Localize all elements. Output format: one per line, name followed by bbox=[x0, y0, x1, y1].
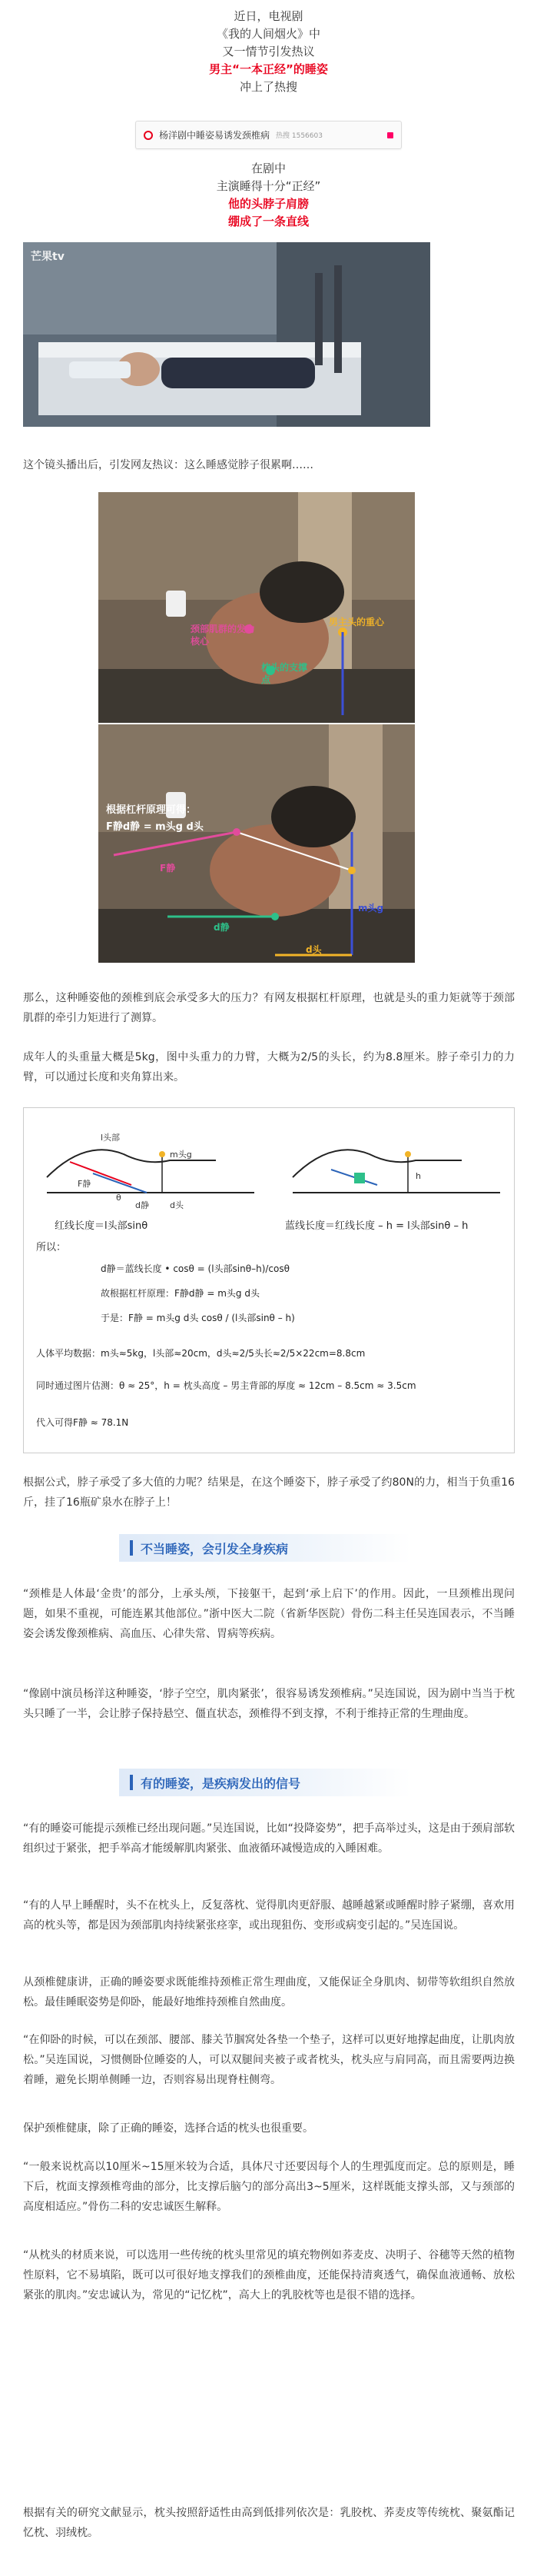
diagram-eq2: 故根据杠杆原理：F静d静 = m头g d头 bbox=[101, 1288, 260, 1299]
heading-text: 不当睡姿， bbox=[141, 1541, 203, 1556]
diagram-substitute: 代入可得F静 ≈ 78.1N bbox=[36, 1417, 129, 1428]
diagram-label-h: h bbox=[416, 1171, 421, 1181]
hot-search-icon bbox=[144, 131, 153, 140]
hot-badge-icon bbox=[387, 132, 393, 138]
paragraph-5: “像剧中演员杨洋这种睡姿，‘脖子空空，肌肉紧张’，很容易诱发颈椎病。”吴连国说，因为剧中当当于枕头只睡了一半，会让脖子保持悬空、僵直状态，颈椎得不到支撑，不利于维持正常的生理曲度。 bbox=[23, 1688, 515, 1720]
heading-accent: 会引发全身疾病 bbox=[202, 1541, 289, 1556]
intro-line: 又一情节引发热议 bbox=[222, 45, 315, 58]
section-heading-2 bbox=[119, 1769, 411, 1796]
intro-block bbox=[0, 0, 537, 96]
label-d-head: d头 bbox=[306, 944, 322, 955]
paragraph-9: “在仰卧的时候，可以在颈部、腰部、膝关节腘窝处各垫一个垫子，这样可以更好地撑起曲度，让肌肉放松。”吴连国说，习惯侧卧位睡姿的人，可以双腿间夹被子或者枕头，枕头应与肩同高，而且需要两边换着睡，避免长期单侧睡一边，否则容易出现脊柱侧弯。 bbox=[23, 2034, 515, 2086]
paragraph-6: “有的睡姿可能提示颈椎已经出现问题。”吴连国说，比如“投降姿势”，把手高举过头，这是由于颈肩部软组织过于紧张，把手举高才能缓解肌肉紧张、血液循环减慢造成的入睡困难。 bbox=[23, 1822, 515, 1855]
label-d-static: d静 bbox=[214, 922, 230, 933]
diagram-blue-line: 蓝线长度＝红线长度 – h = l头部sinθ – h bbox=[285, 1220, 469, 1232]
diagram-label-f-static: F静 bbox=[78, 1179, 91, 1189]
heading-text: 有的睡姿， bbox=[141, 1776, 203, 1791]
drama-screenshot-3 bbox=[98, 724, 415, 963]
drama-screenshot-2 bbox=[98, 492, 415, 723]
heading-bar bbox=[130, 1775, 133, 1790]
diagram-label-d-static: d静 bbox=[135, 1200, 149, 1210]
intro-highlight-line: 男主“一本正经”的睡姿 bbox=[209, 62, 328, 76]
intro-highlight-line: 绷成了一条直线 bbox=[227, 215, 309, 228]
physics-diagram bbox=[23, 1107, 515, 1453]
paragraph-8: 从颈椎健康讲，正确的睡姿要求既能维持颈椎正常生理曲度，又能保证全身肌肉、韧带等软组织自然放松。最佳睡眠姿势是仰卧，能最好地维持颈椎自然曲度。 bbox=[23, 1976, 515, 2009]
label-neck-muscle-core: 颈部肌群的发力核心 bbox=[191, 624, 256, 647]
paragraph-1: 那么，这种睡姿他的颈椎到底会承受多大的压力？有网友根据杠杆原理，也就是头的重力矩就等于颈部肌群的牵引力矩进行了测算。 bbox=[23, 992, 515, 1024]
label-mg: m头g bbox=[358, 903, 384, 914]
diagram-label-mg: m头g bbox=[170, 1150, 192, 1160]
diagram-red-line: 红线长度＝l头部sinθ bbox=[55, 1220, 148, 1232]
hot-search-card[interactable] bbox=[135, 121, 402, 149]
intro-block-2 bbox=[0, 160, 537, 231]
paragraph-10: 保护颈椎健康，除了正确的睡姿，选择合适的枕头也很重要。 bbox=[23, 2122, 313, 2135]
paragraph-12: “从枕头的材质来说，可以选用一些传统的枕头里常见的填充物例如荞麦皮、决明子、谷穗等天然的植物性原料，它不易填陷，既可以可很好地支撑我们的颈椎曲度，还能保持清爽透气，确保血液通畅、放松紧张的肌肉。”安忠诚认为，常见的“记忆枕”，高大上的乳胶枕等也是很不错的选择。 bbox=[23, 2249, 515, 2301]
intro-line: 近日，电视剧 bbox=[234, 9, 303, 23]
paragraph-3: 根据公式，脖子承受了多大值的力呢？结果是，在这个睡姿下，脖子承受了约80N的力，相当于负重16斤，挂了16瓶矿泉水在脖子上！ bbox=[23, 1476, 515, 1509]
hot-search-title: 杨洋剧中睡姿易诱发颈椎病 bbox=[159, 130, 270, 141]
diagram-eq3: 于是：F静 = m头g d头 cosθ / (l头部sinθ – h) bbox=[101, 1313, 295, 1323]
paragraph-11: “一般来说枕高以10厘米~15厘米较为合适，具体尺寸还要因每个人的生理弧度而定。总的原则是，睡下后，枕面支撑颈椎弯曲的部分，比支撑后脑勺的部分高出3~5厘米，这样既能支撑头部，又与颈部的高度相适应。”骨伤二科的安忠诚医生解释。 bbox=[23, 2161, 515, 2213]
mango-tv-watermark: 芒果tv bbox=[31, 251, 65, 263]
drama-screenshot-1 bbox=[23, 242, 430, 427]
heading-bar bbox=[130, 1540, 133, 1556]
diagram-label-l-head: l头部 bbox=[101, 1133, 121, 1143]
formula-text: F静d静 = m头g d头 bbox=[106, 821, 204, 833]
heading-accent: 是疾病发出的信号 bbox=[202, 1776, 301, 1791]
intro-line: 冲上了热搜 bbox=[239, 80, 297, 94]
label-pillow-support: 枕头的支撑点 bbox=[261, 662, 308, 685]
diagram-data-2: 同时通过图片估测：θ ≈ 25°，h = 枕头高度 – 男主背部的厚度 ≈ 12cm – 8.5cm ≈ 3.5cm bbox=[36, 1380, 416, 1391]
section-heading-1 bbox=[119, 1534, 411, 1562]
caption-1: 这个镜头播出后，引发网友热议：这么睡感觉脖子很累啊…… bbox=[23, 459, 313, 471]
paragraph-2: 成年人的头重量大概是5kg，图中头重力的力臂，大概为2/5的头长，约为8.8厘米。脖子牵引力的力臂，可以通过长度和夹角算出来。 bbox=[23, 1051, 515, 1083]
diagram-eq1: d静＝蓝线长度 • cosθ = (l头部sinθ–h)/cosθ bbox=[101, 1263, 290, 1274]
intro-line: 主演睡得十分“正经” bbox=[216, 179, 321, 193]
diagram-data: 人体平均数据：m头≈5kg，l头部≈20cm，d头≈2/5头长≈2/5×22cm=8.8cm bbox=[36, 1348, 366, 1359]
label-f-static: F静 bbox=[160, 863, 176, 874]
paragraph-13: 根据有关的研究文献显示，枕头按照舒适性由高到低排列依次是：乳胶枕、荞麦皮等传统枕、聚氨酯记忆枕、羽绒枕。 bbox=[23, 2507, 515, 2539]
intro-highlight-line: 他的头脖子肩膀 bbox=[227, 197, 309, 211]
diagram-label-theta: θ bbox=[116, 1193, 121, 1203]
intro-line: 在剧中 bbox=[250, 161, 286, 175]
intro-line: 《我的人间烟火》中 bbox=[216, 27, 320, 41]
paragraph-7: “有的人早上睡醒时，头不在枕头上，反复落枕、觉得肌肉更舒服、越睡越紧或睡醒时脖子紧绷，喜欢用高的枕头等，都是因为颈部肌肉持续紧张痉挛，或出现狙伤、变形或病变引起的。”吴连国说。 bbox=[23, 1899, 515, 1932]
diagram-so: 所以： bbox=[36, 1242, 67, 1253]
hot-search-meta: 热搜 1556603 bbox=[276, 132, 323, 140]
paragraph-4: “颈椎是人体最‘金贵’的部分，上承头颅，下接躯干，起到‘承上启下’的作用。因此，一旦颈椎出现问题，如果不重视，可能连累其他部位。”浙中医大二院（省新华医院）骨伤二科主任吴连国表示，不当睡姿会诱发像颈椎病、高血压、心律失常、胃病等疾病。 bbox=[23, 1588, 515, 1640]
formula-title: 根据杠杆原理可得： bbox=[106, 804, 197, 816]
diagram-label-d-head: d头 bbox=[170, 1200, 184, 1210]
label-head-gravity: 男主头的重心 bbox=[329, 617, 385, 627]
